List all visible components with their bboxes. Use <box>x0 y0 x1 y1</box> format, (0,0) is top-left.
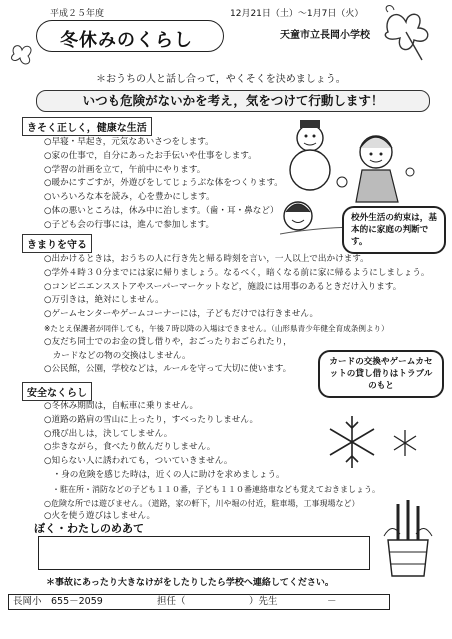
teacher-suffix: ）先生 <box>249 596 278 607</box>
list-item: ○家の仕事で，自分にあったお手伝いや仕事をします。 <box>44 150 257 161</box>
list-item: ○暖かにすごすが，外遊びをしてじょうぶな体をつくります。 <box>44 178 283 189</box>
kadomatsu-icon <box>380 500 436 578</box>
list-item: ○友だち同士でのお金の貸し借りや，おごったりおごられたり， <box>44 336 292 347</box>
list-item: ○火を使う遊びはしません。 <box>44 511 156 522</box>
section-title-health: きそく正しく，健康な生活 <box>22 117 152 136</box>
teacher-label: 担任（ <box>157 596 186 607</box>
list-item: ○歩きながら，食べたり飲んだりしません。 <box>44 442 216 453</box>
snowflake-small-icon <box>390 428 420 458</box>
list-item: ○体の悪いところは，休み中に治します。（歯・耳・鼻など） <box>44 205 279 216</box>
list-item: ○冬休み期間は，自転車に乗りません。 <box>44 401 199 411</box>
list-item: ○コンビニエンスストアやスーパーマーケットなど，施設には用事のあるときだけ入ります。 <box>44 281 402 292</box>
intro-text: ＊おうちの人と話し合って，やくそくを決めましょう。 <box>96 74 346 85</box>
list-item: ○知らない人に誘われても，ついていきません。 <box>44 456 233 467</box>
list-item: ○学習の計画を立て，午前中にやります。 <box>44 164 206 175</box>
vacation-dates: 12月21日（土）～1月7日（火） <box>230 9 364 19</box>
school-phone: 長岡小 655－2059 <box>13 596 103 607</box>
accident-footnote: ＊事故にあったり大きなけがをしたりしたら学校へ連絡してください。 <box>46 578 334 588</box>
snowflake-icon <box>322 412 382 472</box>
list-item: ○出かけるときは，おうちの人に行き先と帰る時刻を言い，一人以上で出かけます。 <box>44 254 369 264</box>
list-item: ○ゲームセンターやゲームコーナーには，子どもだけでは行きません。 <box>44 309 319 320</box>
list-item: ○いろいろな本を読み，心を豊かにします。 <box>44 192 215 203</box>
list-item: ※たとえ保護者が同伴しても，午後７時以降の入場はできません。（山形県青少年健全育成条例より） <box>44 323 389 333</box>
note-outside-rules: 校外生活の約束は，基本的に家庭の判断です。 <box>342 206 446 254</box>
main-banner: いつも危険がないかを考え，気をつけて行動します！ <box>36 90 430 112</box>
contact-footer <box>8 594 390 610</box>
goal-input-box[interactable] <box>38 536 370 570</box>
goal-title: ぼく・わたしのめあて <box>34 522 144 535</box>
list-item: ・駐在所・消防などの子ども１１０番，子ども１１０番連絡車なども覚えておきましょう。 <box>44 484 380 494</box>
list-item: ○危険な所では遊びません。（道路，家の軒下，川や堀の付近，駐車場，工事現場など） <box>44 498 360 508</box>
footer-dash: － <box>327 596 337 607</box>
list-item: ○道路の路肩の雪山に上ったり，すべったりしません。 <box>44 414 259 425</box>
leaf-small-icon <box>8 40 38 70</box>
note-card-trading: カードの交換やゲームカセットの貸し借りはトラブルのもと <box>318 350 444 398</box>
school-name: 天童市立長岡小学校 <box>280 30 370 41</box>
school-year: 平成２５年度 <box>50 9 105 19</box>
list-item: ○公民館，公園，学校などは，ルールを守って大切に使います。 <box>44 364 292 375</box>
section-title-safety: 安全なくらし <box>22 382 92 401</box>
list-item: ○学外４時３０分までには家に帰りましょう。なるべく，暗くなる前に家に帰るようにしましょう。 <box>44 267 430 278</box>
section-title-rules: きまりを守る <box>22 234 92 253</box>
leaf-decoration-icon <box>378 2 440 64</box>
list-item: ○万引きは，絶対にしません。 <box>44 295 164 306</box>
list-item: ・身の危険を感じた時は，近くの人に助けを求めましょう。 <box>44 469 285 480</box>
list-item: カードなどの物の交換はしません。 <box>44 350 191 361</box>
list-item: ○飛び出しは，決してしません。 <box>44 428 173 439</box>
page-title: 冬休みのくらし <box>60 30 193 51</box>
list-item: ○早寝・早起き，元気なあいさつをします。 <box>44 137 214 147</box>
list-item: ○子ども会の行事には，進んで参加します。 <box>44 219 215 230</box>
